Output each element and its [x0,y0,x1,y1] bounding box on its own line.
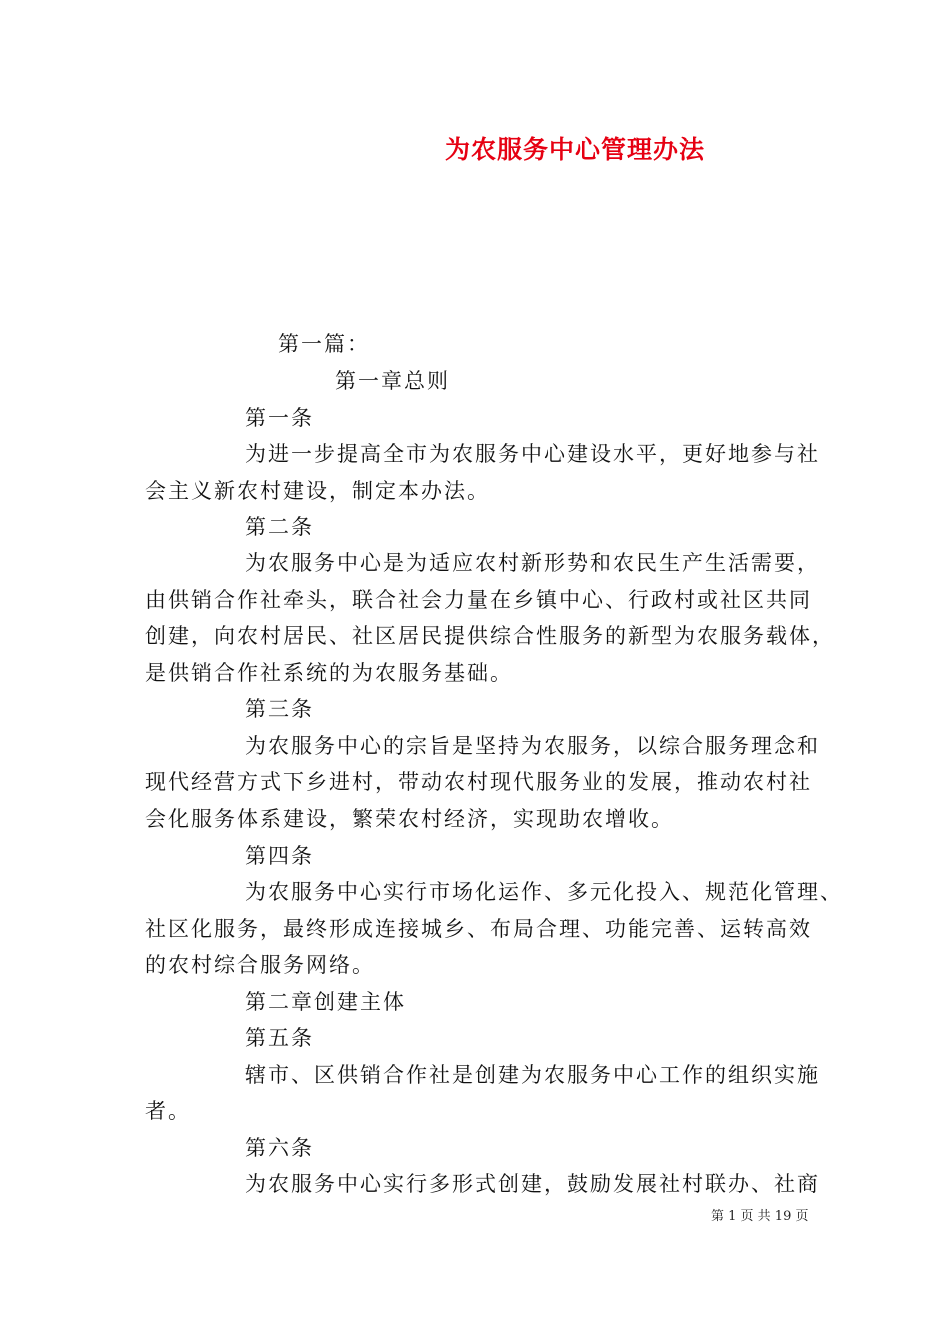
paragraph-line: 会化服务体系建设，繁荣农村经济，实现助农增收。 [145,807,674,831]
paragraph-line: 现代经营方式下乡进村，带动农村现代服务业的发展，推动农村社 [145,770,812,794]
document-title: 为农服务中心管理办法 [444,135,705,164]
article-heading: 第二条 [245,515,314,539]
chapter-heading: 第二章创建主体 [245,990,406,1014]
paragraph-line: 为农服务中心实行多形式创建，鼓励发展社村联办、社商 [245,1172,820,1196]
paragraph-line: 为农服务中心的宗旨是坚持为农服务，以综合服务理念和 [245,734,820,758]
part-heading: 第一篇： [278,332,370,356]
article-heading: 第五条 [245,1026,314,1050]
paragraph-line: 创建，向农村居民、社区居民提供综合性服务的新型为农服务载体， [145,624,835,648]
article-heading: 第三条 [245,697,314,721]
chapter-heading: 第一章总则 [335,369,450,393]
paragraph-line: 会主义新农村建设，制定本办法。 [145,479,490,503]
paragraph-line: 由供销合作社牵头，联合社会力量在乡镇中心、行政村或社区共同 [145,588,812,612]
paragraph-line: 为进一步提高全市为农服务中心建设水平，更好地参与社 [245,442,820,466]
paragraph-line: 的农村综合服务网络。 [145,953,375,977]
paragraph-line: 辖市、区供销合作社是创建为农服务中心工作的组织实施 [245,1063,820,1087]
article-heading: 第一条 [245,406,314,430]
article-heading: 第四条 [245,844,314,868]
paragraph-line: 者。 [145,1099,191,1123]
page-number-footer: 第 1 页 共 19 页 [711,1209,809,1224]
article-heading: 第六条 [245,1136,314,1160]
paragraph-line: 为农服务中心实行市场化运作、多元化投入、规范化管理、 [245,880,843,904]
paragraph-line: 社区化服务，最终形成连接城乡、布局合理、功能完善、运转高效 [145,917,812,941]
paragraph-line: 为农服务中心是为适应农村新形势和农民生产生活需要， [245,551,820,575]
paragraph-line: 是供销合作社系统的为农服务基础。 [145,661,513,685]
